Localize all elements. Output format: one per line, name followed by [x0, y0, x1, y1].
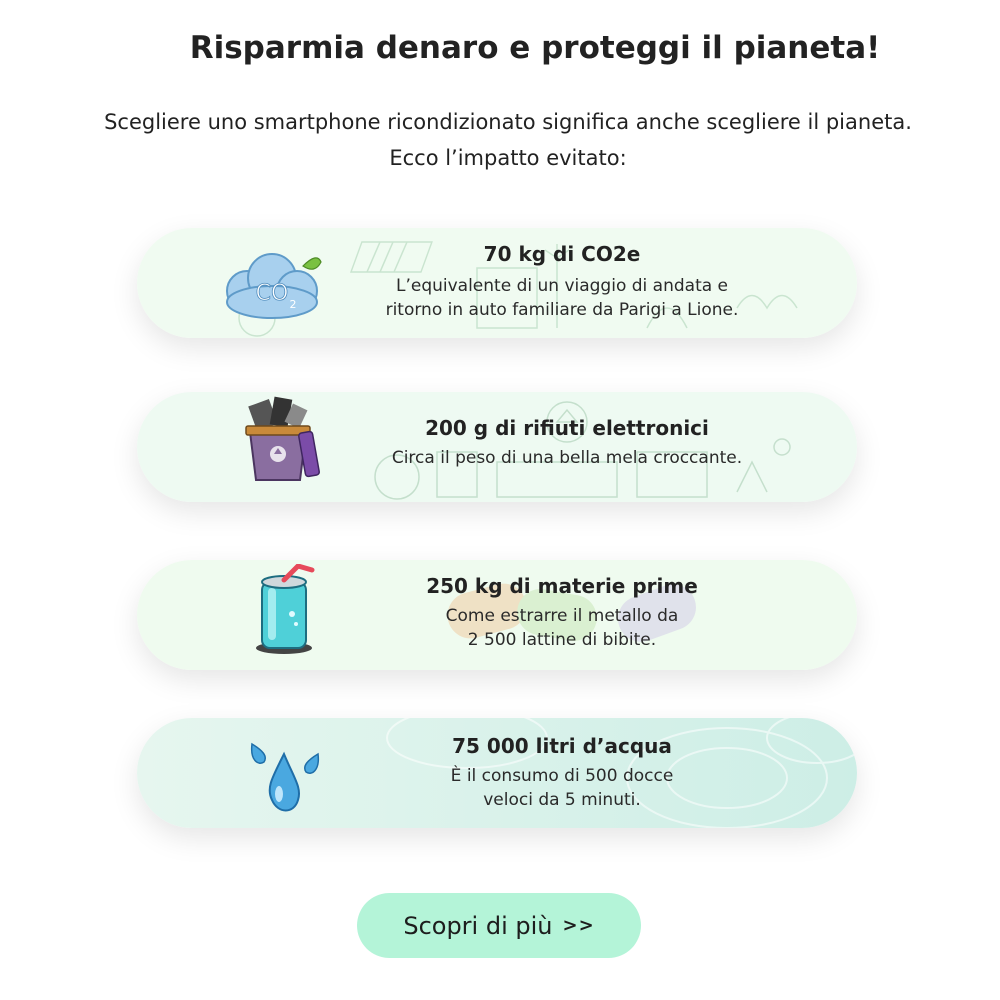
impact-card-water — [137, 718, 857, 828]
card-raw-materials-content — [337, 572, 787, 652]
card-e-waste-description: Circa il peso di una bella mela croccante. — [391, 448, 743, 468]
co2-cloud-icon — [217, 236, 327, 336]
card-raw-materials-title: 250 kg di materie prime — [426, 574, 698, 598]
learn-more-label: Scopri di più — [403, 911, 553, 940]
subtitle-line-2: Ecco l’impatto evitato: — [389, 146, 627, 170]
card-raw-materials-description: Come estrarre il metallo da 2 500 lattine di bibite. — [445, 606, 679, 650]
card-water-content — [337, 732, 787, 812]
card-co2-title: 70 kg di CO2e — [483, 242, 641, 266]
impact-card-e-waste — [137, 392, 857, 502]
svg-text:2: 2 — [289, 298, 297, 311]
card-co2-content — [342, 240, 782, 322]
svg-text:CO: CO — [255, 281, 289, 306]
card-e-waste-content — [337, 414, 797, 470]
card-water-title: 75 000 litri d’acqua — [452, 734, 672, 758]
learn-more-button[interactable] — [357, 893, 641, 958]
impact-card-raw-materials — [137, 560, 857, 670]
e-waste-bin-icon — [232, 392, 342, 492]
card-e-waste-title: 200 g di rifiuti elettronici — [425, 416, 709, 440]
impact-card-co2 — [137, 228, 857, 338]
soda-can-icon — [232, 564, 342, 664]
card-co2-description: L’equivalente di un viaggio di andata e ritorno in auto familiare da Parigi a Lione. — [385, 276, 739, 320]
card-water-description: È il consumo di 500 docce veloci da 5 minuti. — [450, 766, 674, 810]
subtitle-line-1: Scegliere uno smartphone ricondizionato significa anche scegliere il pianeta. — [104, 110, 912, 134]
water-drops-icon — [232, 726, 342, 826]
page-title: Risparmia denaro e proteggi il pianeta! — [189, 30, 881, 66]
chevron-right-icon: >> — [562, 915, 595, 936]
page-subtitle — [20, 104, 996, 176]
